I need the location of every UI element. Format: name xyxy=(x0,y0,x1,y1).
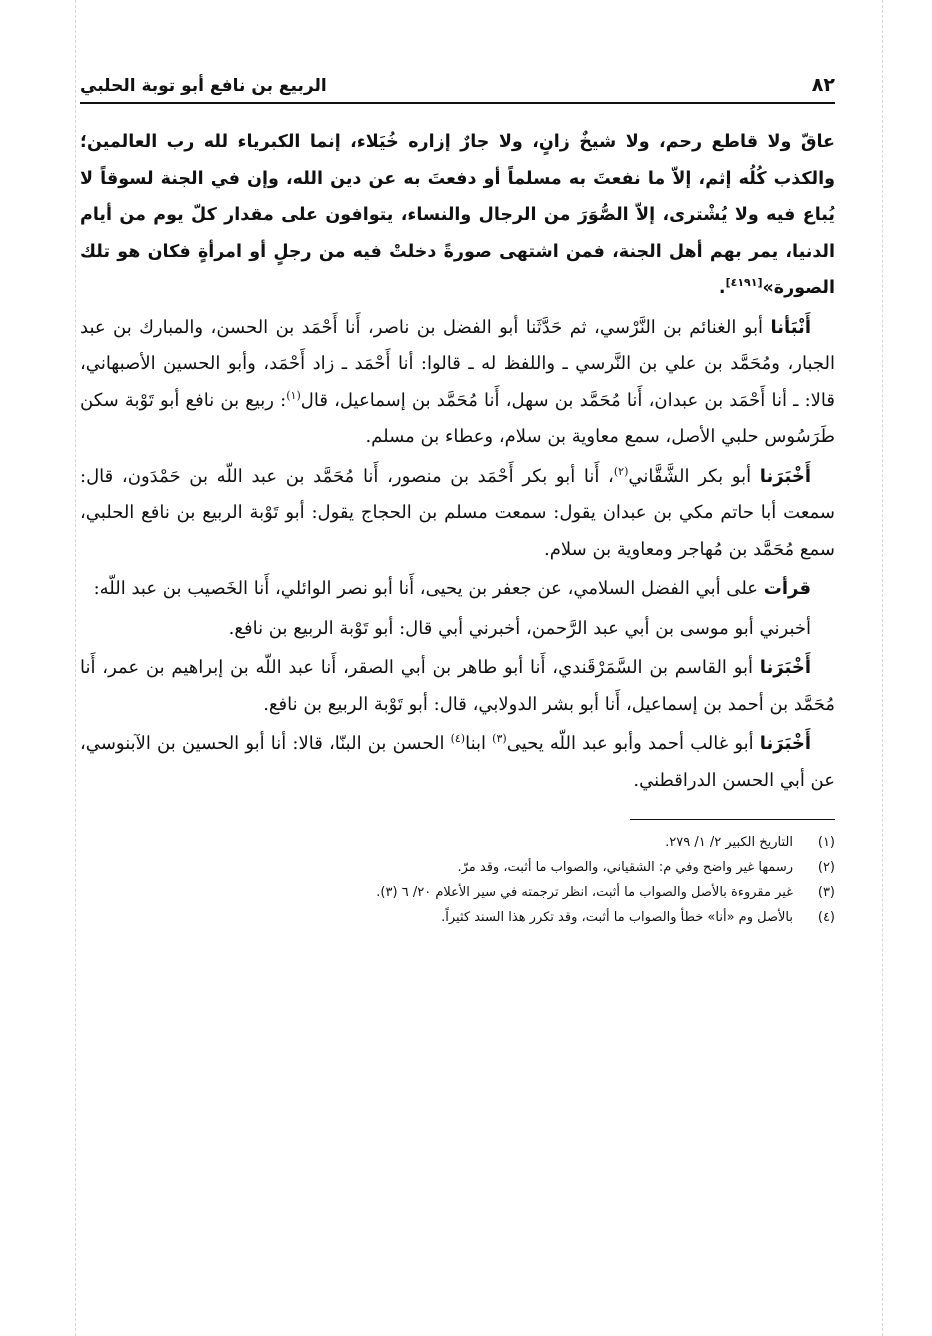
left-margin-guide xyxy=(75,0,76,1336)
footnote-item xyxy=(80,905,835,930)
isnad-paragraph-6 xyxy=(80,726,835,799)
hadith-end-mark: . xyxy=(718,278,726,298)
page-header xyxy=(80,62,835,104)
isnad-text-4: أخبرني أبو موسى بن أبي عبد الرَّحمن، أخبرني أبي قال: أبو تَوْبة الربيع بن نافع. xyxy=(228,617,811,639)
footnote-text: التاريخ الكبير ٢/ ١/ ٢٧٩. xyxy=(665,835,793,850)
footnote-text: رسمها غير واضح وفي م: الشقياني، والصواب ما أثبت، وقد مرّ. xyxy=(457,860,793,875)
isnad-paragraph-3 xyxy=(80,571,835,608)
isnad-text-5: أبو القاسم بن السَّمَرْقَندي، أَنا أبو طاهر بن أبي الصقر، أَنا عبد اللّه بن إبراهيم بن عمر، أَنا مُحَمَّد بن أحمد بن إسماعيل، أَنا أبو بشر الدولابي، قال: أبو تَوْبة الربيع بن نافع. xyxy=(80,657,835,715)
isnad-paragraph-1 xyxy=(80,310,835,456)
isnad-text-1a: أبو الغنائم بن النَّرْسي، ثم حَدَّثَنا أبو الفضل بن ناصر، أَنا أَحْمَد بن الحسن، والمبارك بن عبد الجبار، ومُحَمَّد بن علي بن النَّرسي ـ واللفظ له ـ قالوا: أنا أَحْمَد ـ زاد أَحْمَد، وأبو الحسين الأصبهاني، قالا: ـ أنا أَحْمَد بن عبدان، أَنا مُحَمَّد بن سهل، أَنا مُحَمَّد بن إسماعيل، قال xyxy=(80,316,835,411)
footnote-item xyxy=(80,855,835,880)
keyword-akhbarana-2: أَخْبَرَنا xyxy=(759,657,811,678)
footnote-separator xyxy=(630,819,835,820)
footnote-text: بالأصل وم «أنا» خطأ والصواب ما أثبت، وقد تكرر هذا السند كثيراً. xyxy=(441,910,793,925)
footnote-ref-4[interactable]: (٤) xyxy=(450,732,466,745)
footnote-number: (١) xyxy=(817,835,835,850)
isnad-paragraph-5 xyxy=(80,650,835,723)
hadith-paragraph xyxy=(80,124,835,307)
keyword-akhbarana: أَخْبَرَنا xyxy=(759,465,811,487)
running-title: الربيع بن نافع أبو توبة الحلبي xyxy=(80,76,327,96)
right-margin-guide xyxy=(882,0,883,1336)
isnad-text-1b: : ربيع بن نافع أبو تَوْبة سكن طَرَسُوس حلبي الأصل، سمع معاوية بن سلام، وعطاء بن مسلم. xyxy=(80,389,835,447)
keyword-qaraat: قرأت xyxy=(763,578,811,599)
footnote-ref-3[interactable]: (٣) xyxy=(492,732,507,745)
page xyxy=(80,62,835,1292)
footnote-ref-1[interactable]: (١) xyxy=(286,388,301,402)
isnad-text-6b: ابنا xyxy=(465,733,493,754)
isnad-text-6c: الحسن بن البنّا، قالا: أنا أبو الحسين بن الآبنوسي، عن أبي الحسن الدراقطني. xyxy=(80,733,835,791)
main-text xyxy=(80,124,835,799)
isnad-text-2b: ، أَنا أبو بكر أَحْمَد بن منصور، أَنا مُحَمَّد بن عبد اللّه بن حَمْدَون، قال: سمعت أبا حاتم مكي بن عبدان يقول: سمعت مسلم بن الحجاج يقول: أبو تَوْبة الربيع بن نافع الحلبي، سمع مُحَمَّد بن مُهاجر ومعاوية بن سلام. xyxy=(80,465,835,560)
isnad-text-2a: أبو بكر الشَّقَّاني xyxy=(628,465,760,487)
keyword-anbaana: أَنْبَأنا xyxy=(770,316,811,338)
footnote-item xyxy=(80,880,835,905)
isnad-text-3: على أبي الفضل السلامي، عن جعفر بن يحيى، أَنا أبو نصر الوائلي، أَنا الخَصيب بن عبد اللّه: xyxy=(93,578,764,599)
footnotes xyxy=(80,830,835,930)
footnote-item xyxy=(80,830,835,855)
hadith-reference-number: [٤١٩١] xyxy=(725,276,763,290)
keyword-akhbarana-3: أَخْبَرَنا xyxy=(759,733,811,754)
footnote-ref-2[interactable]: (٢) xyxy=(613,464,629,478)
footnote-number: (٢) xyxy=(817,860,835,875)
isnad-paragraph-2 xyxy=(80,459,835,569)
isnad-text-6a: أبو غالب أحمد وأبو عبد اللّه يحيى xyxy=(506,733,760,754)
page-number: ٨٢ xyxy=(811,74,835,96)
footnote-number: (٣) xyxy=(817,885,835,900)
isnad-paragraph-4 xyxy=(80,611,835,648)
hadith-text: عاقّ ولا قاطع رحم، ولا شيخٌ زانٍ، ولا جارٌ إزاره خُيَلاء، إنما الكبرياء لله رب العالمين؛ والكذب كُلُه إثم، إلاّ ما نفعتَ به مسلماً أو دفعتَ به عن دين الله، وإن في الجنة لسوقاً لا يُباع فيه ولا يُشْترى، إلاّ الصُّوَرَ من الرجال والنساء، يتوافون على مقدار كلّ يوم من أيام الدنيا، يمر بهم أهل الجنة، فمن اشتهى صورةً دخلتْ فيه من رجلٍ أو امرأةٍ فكان هو تلك الصورة» xyxy=(80,132,835,298)
footnote-number: (٤) xyxy=(817,910,835,925)
footnote-text: غير مقروءة بالأصل والصواب ما أثبت، انظر ترجمته في سير الأعلام ٢٠/ ٦ (٣). xyxy=(376,885,793,900)
